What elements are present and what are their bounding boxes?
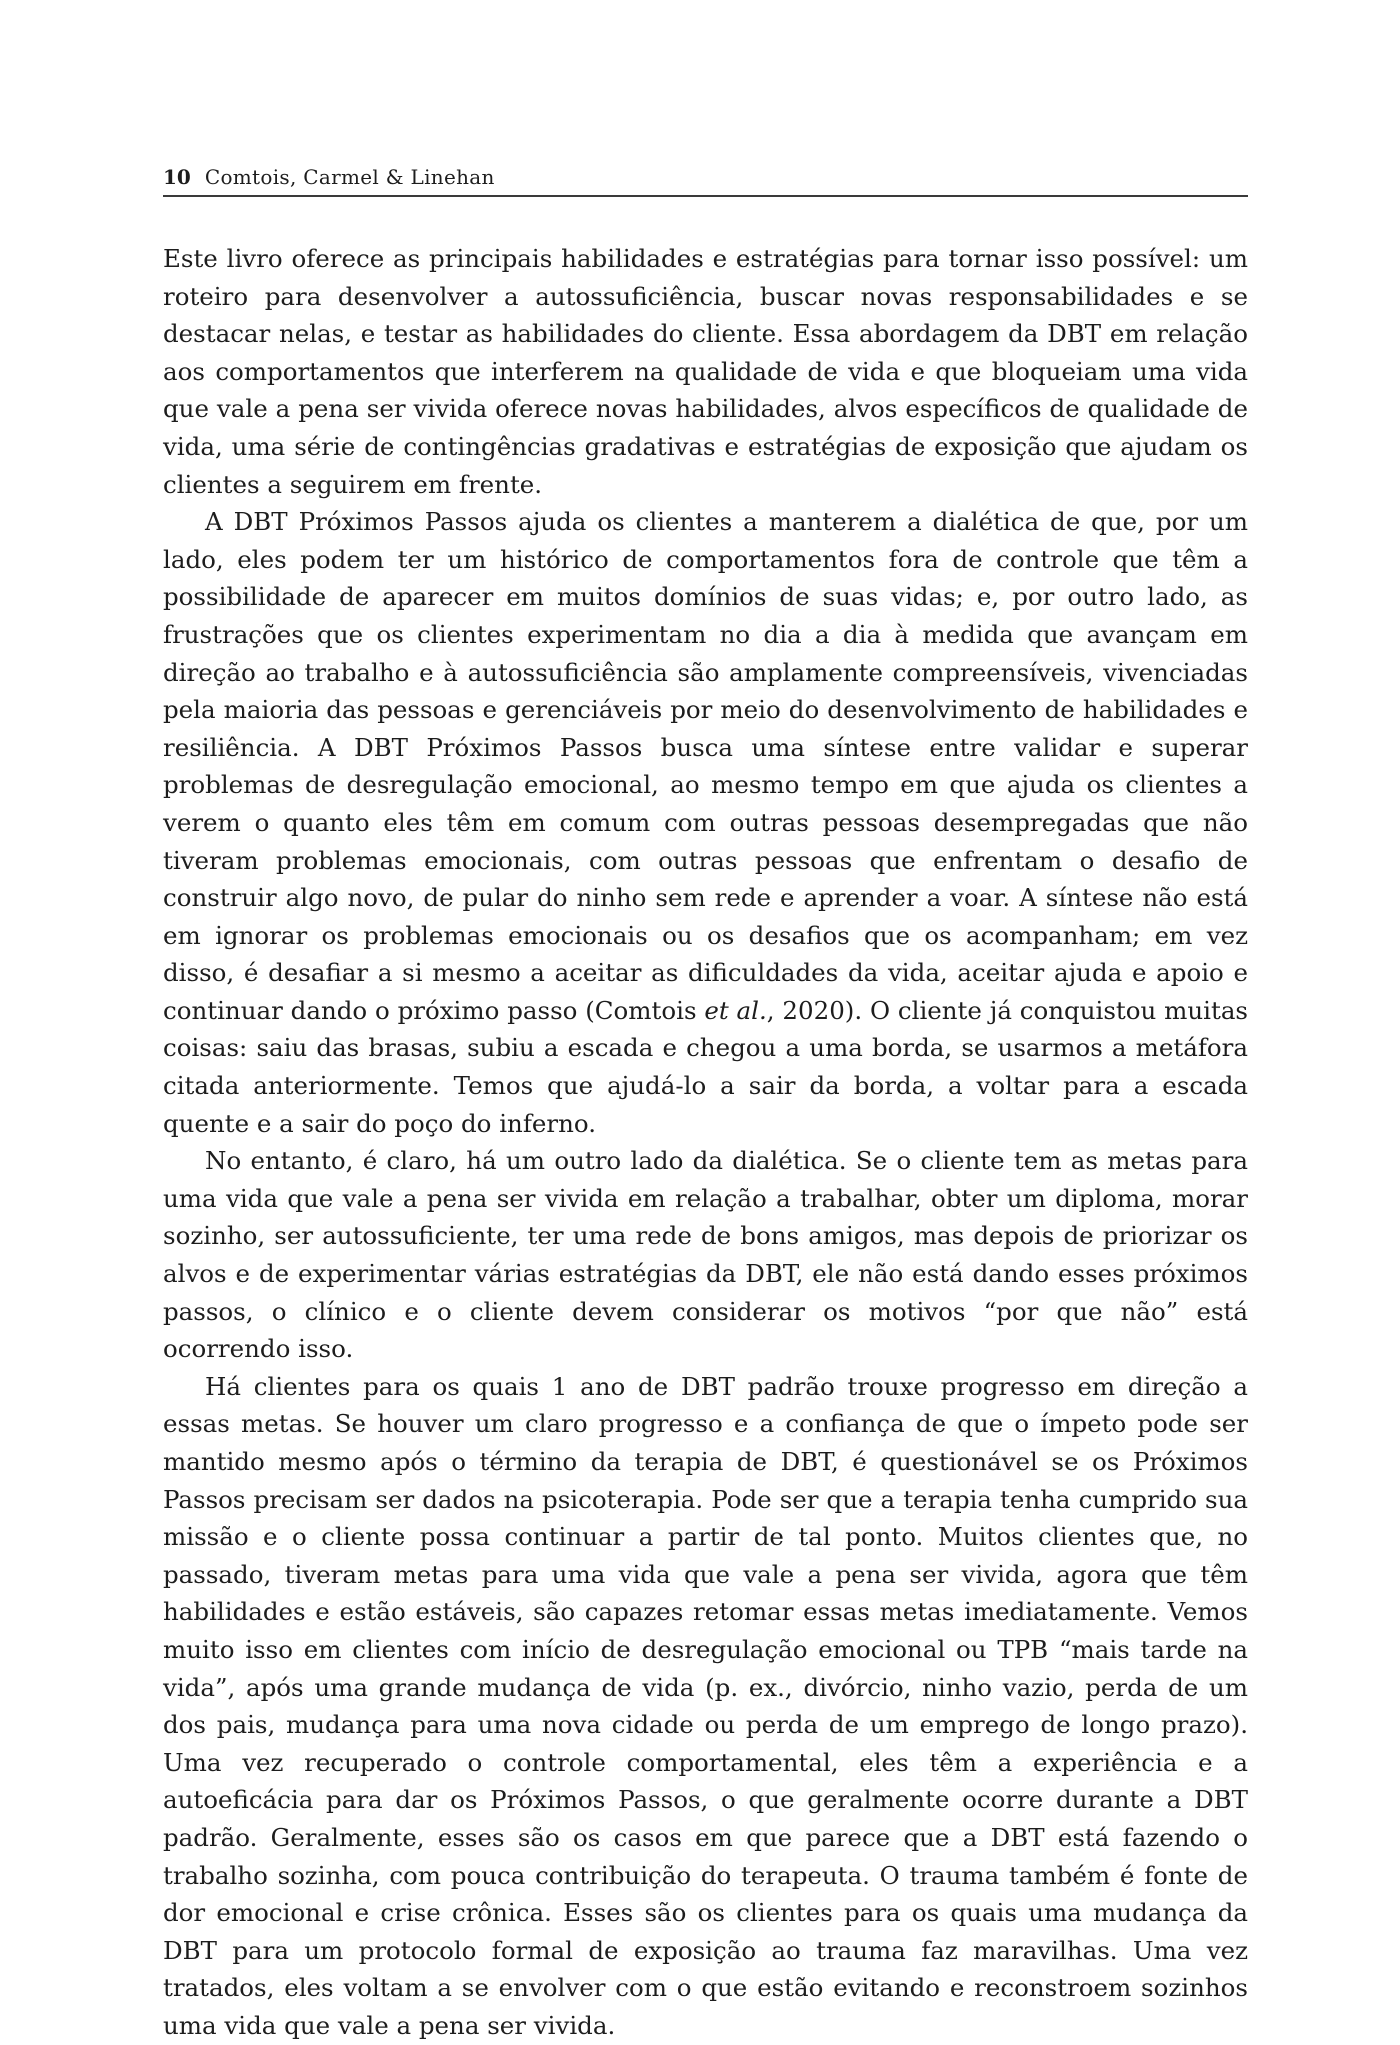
running-head-authors: Comtois, Carmel & Linehan: [204, 165, 495, 189]
running-head: [163, 163, 1248, 197]
body-text: [163, 240, 1248, 2045]
paragraph-2-text-before-citation: A DBT Próximos Passos ajuda os clientes a manterem a dialética de que, por um lado, eles podem ter um histórico de comportamentos fora de controle que têm a possibilidade de aparecer em muitos domínios de suas vidas; e, por outro lado, as frustrações que os clientes experimentam no dia a dia à medida que avançam em direção ao trabalho e à autossuficiência são amplamente compreensíveis, vivenciadas pela maioria das pessoas e gerenciáveis por meio do desenvolvimento de habilidades e resiliência. A DBT Próximos Passos busca uma síntese entre validar e superar problemas de desregulação emocional, ao mesmo tempo em que ajuda os clientes a verem o quanto eles têm em comum com outras pessoas desempregadas que não tiveram problemas emocionais, com outras pessoas que enfrentam o desafio de construir algo novo, de pular do ninho sem rede e aprender a voar. A síntese não está em ignorar os problemas emocionais ou os desafios que os acompanham; em vez disso, é desafiar a si mesmo a aceitar as dificuldades da vida, aceitar ajuda e apoio e continuar dando o próximo passo (Comtois: [163, 507, 1248, 1025]
paragraph-1: Este livro oferece as principais habilidades e estratégias para tornar isso possível: um roteiro para desenvolver a autossuficiência, buscar novas responsabilidades e se destacar nelas, e testar as habilidades do cliente. Essa abordagem da DBT em relação aos comportamentos que interferem na qualidade de vida e que bloqueiam uma vida que vale a pena ser vivida oferece novas habilidades, alvos específicos de qualidade de vida, uma série de contingências gradativas e estratégias de exposição que ajudam os clientes a seguirem em frente.: [163, 244, 1248, 499]
page-number: 10: [163, 165, 191, 189]
paragraph-3: No entanto, é claro, há um outro lado da dialética. Se o cliente tem as metas para uma vida que vale a pena ser vivida em relação a trabalhar, obter um diploma, morar sozinho, ser autossuficiente, ter uma rede de bons amigos, mas depois de priorizar os alvos e de experimentar várias estratégias da DBT, ele não está dando esses próximos passos, o clínico e o cliente devem considerar os motivos “por que não” está ocorrendo isso.: [163, 1146, 1248, 1364]
paragraph-2-text-after-citation: , 2020). O cliente já conquistou muitas coisas: saiu das brasas, subiu a escada e chegou a uma borda, se usarmos a metáfora citada anteriormente. Temos que ajudá-lo a sair da borda, a voltar para a escada quente e a sair do poço do inferno.: [163, 995, 1248, 1138]
paragraph-4: Há clientes para os quais 1 ano de DBT padrão trouxe progresso em direção a essas metas. Se houver um claro progresso e a confiança de que o ímpeto pode ser mantido mesmo após o término da terapia de DBT, é questionável se os Próximos Passos precisam ser dados na psicoterapia. Pode ser que a terapia tenha cumprido sua missão e o cliente possa continuar a partir de tal ponto. Muitos clientes que, no passado, tiveram metas para uma vida que vale a pena ser vivida, agora que têm habilidades e estão estáveis, são capazes retomar essas metas imediatamente. Vemos muito isso em clientes com início de desregulação emocional ou TPB “mais tarde na vida”, após uma grande mudança de vida (p. ex., divórcio, ninho vazio, perda de um dos pais, mudança para uma nova cidade ou perda de um emprego de longo prazo). Uma vez recuperado o controle comportamental, eles têm a experiência e a autoeficácia para dar os Próximos Passos, o que geralmente ocorre durante a DBT padrão. Geralmente, esses são os casos em que parece que a DBT está fazendo o trabalho sozinha, com pouca contribuição do terapeuta. O trauma também é fonte de dor emocional e crise crônica. Esses são os clientes para os quais uma mudança da DBT para um protocolo formal de exposição ao trauma faz maravilhas. Uma vez tratados, eles voltam a se envolver com o que estão evitando e reconstroem sozinhos uma vida que vale a pena ser vivida.: [163, 1371, 1248, 2040]
citation-et-al: et al.: [704, 995, 767, 1025]
paragraph-2: [163, 503, 1248, 1142]
